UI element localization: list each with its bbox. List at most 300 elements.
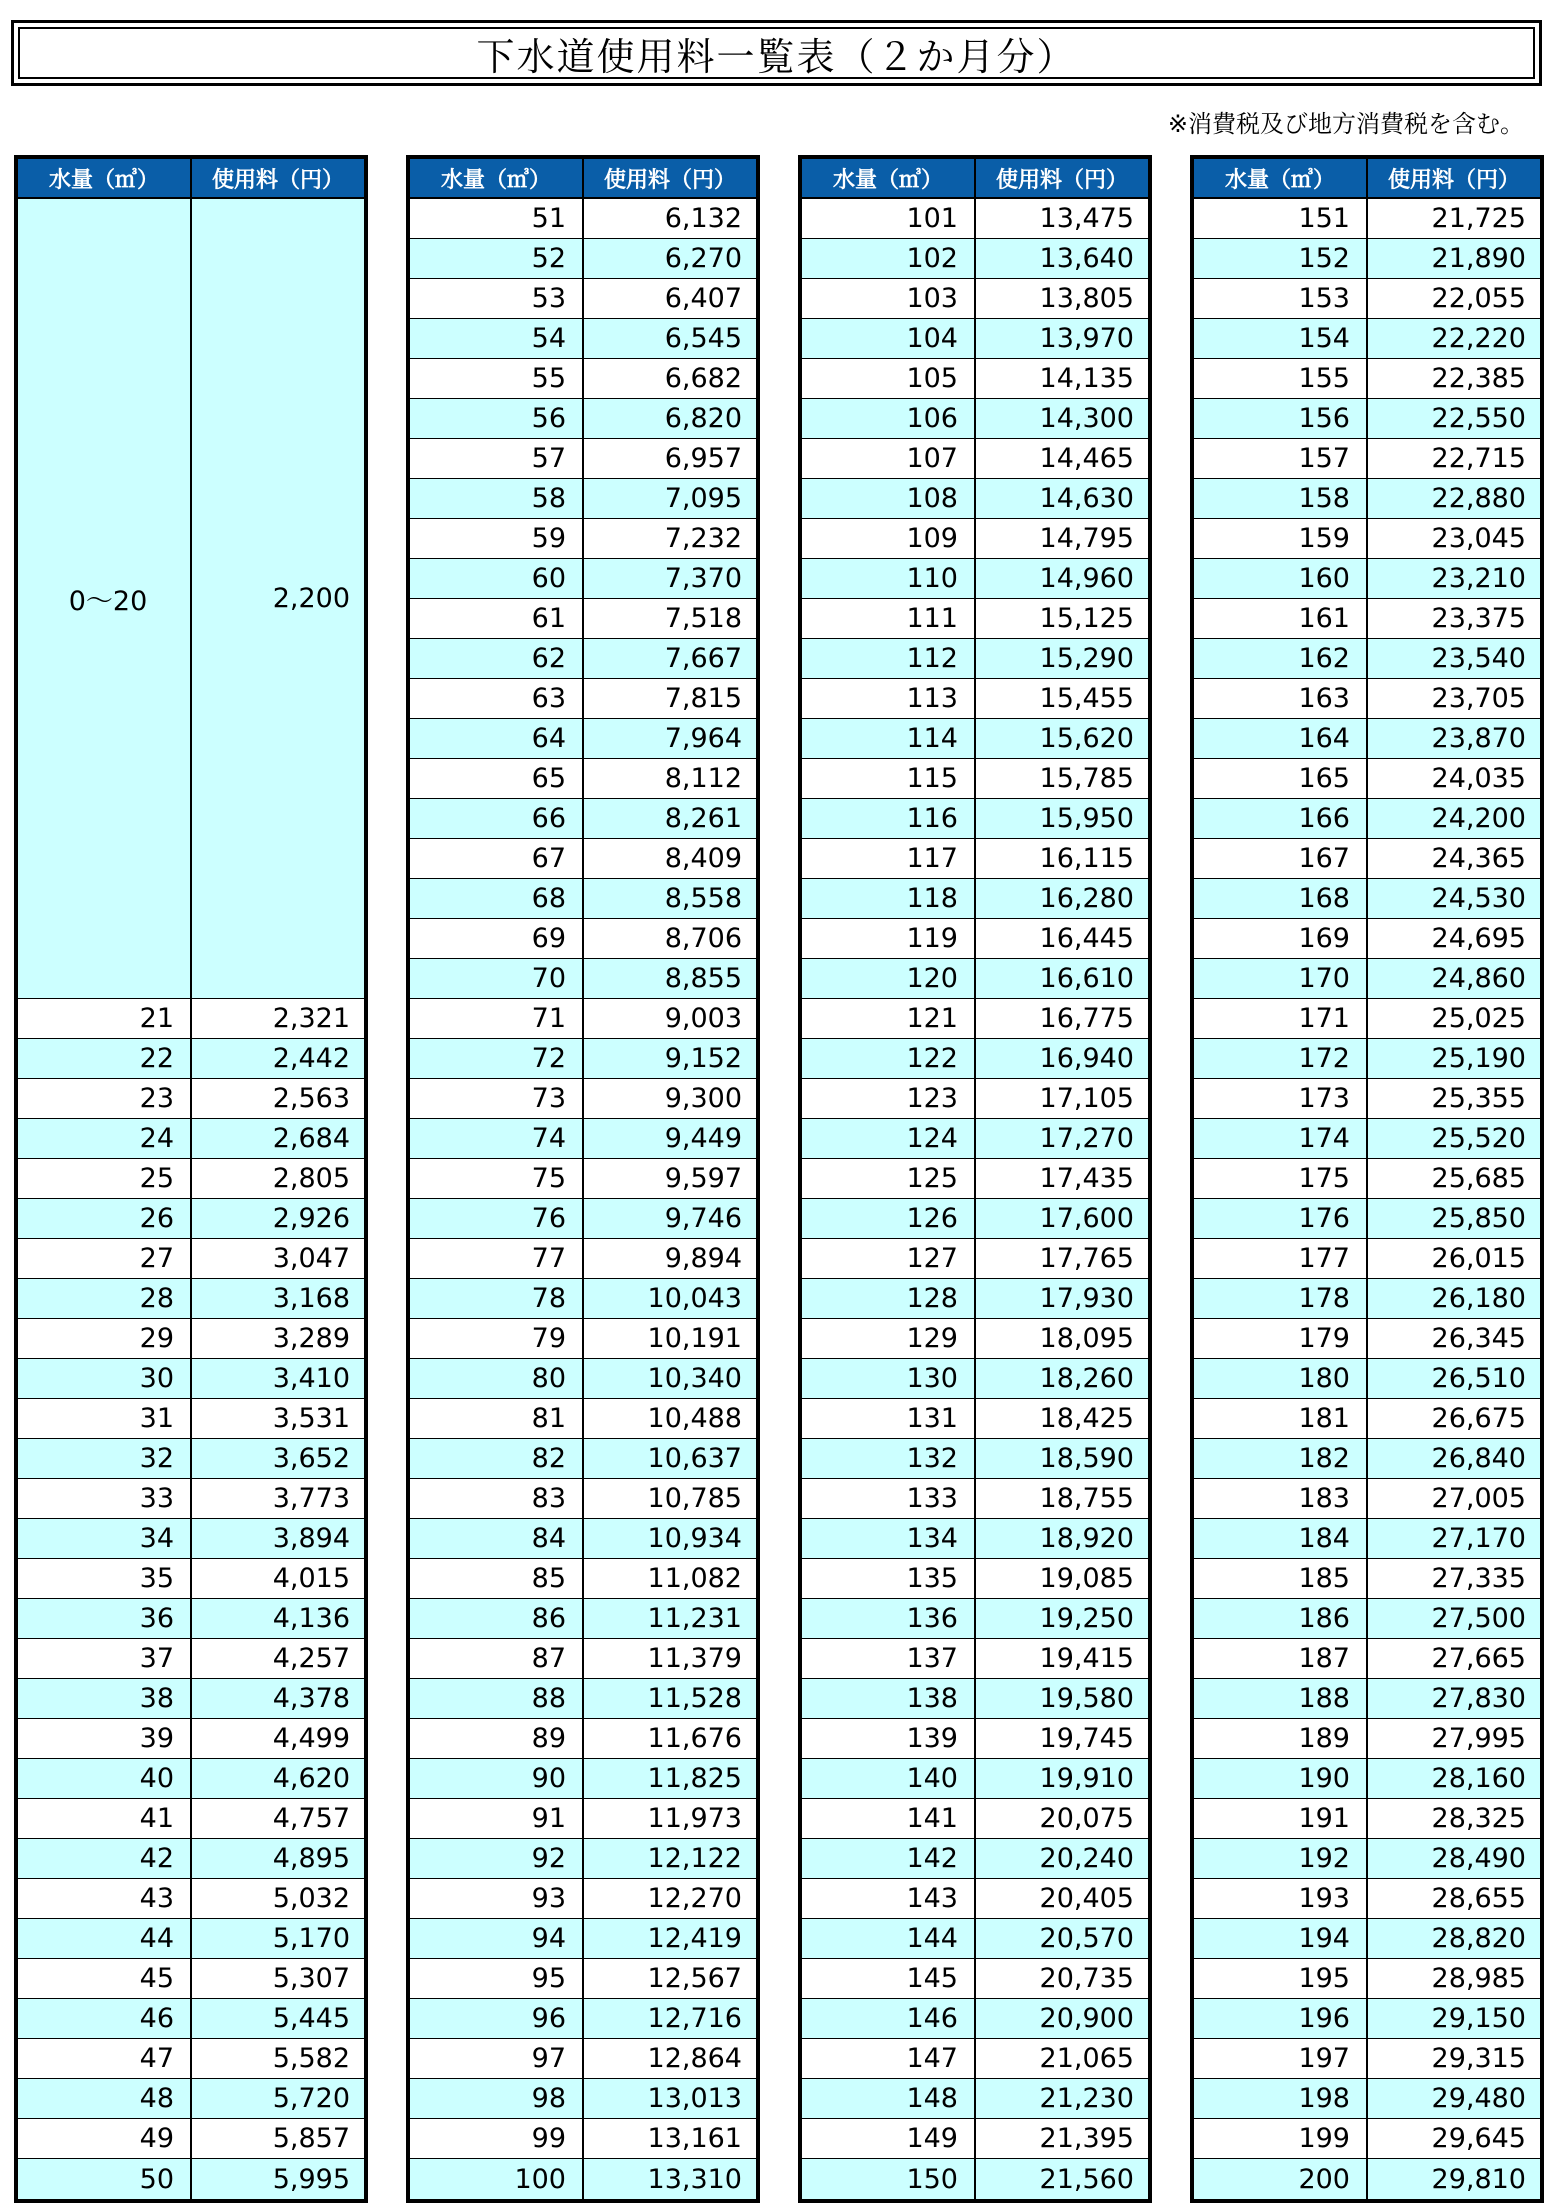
volume-cell: 114 [906,723,958,754]
volume-cell: 110 [906,563,958,594]
table-row [410,2119,756,2159]
fee-cell: 25,190 [1366,1039,1540,1078]
table-row [410,1199,756,1239]
fee-header: 使用料（円） [1366,159,1540,197]
table-row [410,2039,756,2079]
table-row [802,879,1148,919]
fee-cell: 14,630 [974,479,1148,518]
fee-cell: 3,773 [190,1479,364,1518]
volume-cell: 164 [1298,723,1350,754]
fee-cell: 8,706 [582,919,756,958]
volume-cell: 109 [906,523,958,554]
fee-cell: 8,558 [582,879,756,918]
table-row [18,1919,364,1959]
volume-cell: 71 [531,1003,566,1034]
fee-cell: 25,685 [1366,1159,1540,1198]
page-title: 下水道使用料一覧表（２か月分） [476,34,1077,79]
fee-cell: 24,365 [1366,839,1540,878]
fee-cell: 9,894 [582,1239,756,1278]
fee-cell: 13,161 [582,2119,756,2158]
volume-cell: 135 [906,1563,958,1594]
volume-cell: 102 [906,243,958,274]
volume-cell: 58 [531,483,566,514]
volume-cell: 31 [139,1403,174,1434]
fee-cell: 19,580 [974,1679,1148,1718]
table-row [18,1319,364,1359]
volume-cell: 81 [531,1403,566,1434]
fee-cell: 9,152 [582,1039,756,1078]
table-row [18,1119,364,1159]
table-row [1194,639,1540,679]
volume-cell: 193 [1298,1883,1350,1914]
base-fee-cell: 2,200 [190,199,364,998]
fee-cell: 13,640 [974,239,1148,278]
table-row [410,479,756,519]
table-row [410,879,756,919]
volume-cell: 35 [139,1563,174,1594]
volume-cell: 73 [531,1083,566,1114]
fee-cell: 29,315 [1366,2039,1540,2078]
table-row [802,319,1148,359]
fee-cell: 7,232 [582,519,756,558]
table-row [802,1559,1148,1599]
volume-cell: 86 [531,1603,566,1634]
fee-cell: 10,488 [582,1399,756,1438]
table-row [802,1919,1148,1959]
title-frame [18,27,1535,79]
volume-header: 水量（㎥） [1224,167,1335,193]
table-row [802,959,1148,999]
fee-cell: 5,307 [190,1959,364,1998]
fee-cell: 26,345 [1366,1319,1540,1358]
table-row [1194,1239,1540,1279]
volume-cell: 63 [531,683,566,714]
volume-cell: 189 [1298,1723,1350,1754]
table-row [802,679,1148,719]
table-row [410,399,756,439]
volume-cell: 50 [139,2163,174,2195]
fee-cell: 16,775 [974,999,1148,1038]
fee-cell: 7,964 [582,719,756,758]
table-row [410,319,756,359]
fee-cell: 22,715 [1366,439,1540,478]
fee-cell: 5,032 [190,1879,364,1918]
volume-cell: 53 [531,283,566,314]
table-row [410,1839,756,1879]
table-row [1194,359,1540,399]
table-row [18,1479,364,1519]
volume-cell: 69 [531,923,566,954]
table-row [1194,1479,1540,1519]
fee-cell: 20,240 [974,1839,1148,1878]
fee-cell: 18,425 [974,1399,1148,1438]
volume-cell: 124 [906,1123,958,1154]
table-body [18,199,364,2199]
volume-cell: 185 [1298,1563,1350,1594]
volume-cell: 126 [906,1203,958,1234]
table-row [1194,1279,1540,1319]
fee-cell: 27,995 [1366,1719,1540,1758]
table-row [1194,1439,1540,1479]
volume-cell: 46 [139,2003,174,2034]
fee-cell: 4,620 [190,1759,364,1798]
volume-cell: 140 [906,1763,958,1794]
volume-cell: 150 [906,2163,958,2195]
volume-cell: 95 [531,1963,566,1994]
volume-cell: 26 [139,1203,174,1234]
table-row [802,359,1148,399]
fee-cell: 17,600 [974,1199,1148,1238]
volume-cell: 196 [1298,2003,1350,2034]
volume-cell: 37 [139,1643,174,1674]
table-row [410,199,756,239]
fee-cell: 16,610 [974,959,1148,998]
table-row [1194,1879,1540,1919]
volume-cell: 87 [531,1643,566,1674]
fee-cell: 29,480 [1366,2079,1540,2118]
volume-cell: 177 [1298,1243,1350,1274]
volume-cell: 24 [139,1123,174,1154]
fee-cell: 27,830 [1366,1679,1540,1718]
table-row [410,1439,756,1479]
fee-cell: 16,445 [974,919,1148,958]
table-body [1194,199,1540,2199]
fee-cell: 11,082 [582,1559,756,1598]
table-row [18,2079,364,2119]
fee-cell: 20,735 [974,1959,1148,1998]
volume-cell: 143 [906,1883,958,1914]
table-row [18,1199,364,1239]
volume-cell: 106 [906,403,958,434]
volume-cell: 192 [1298,1843,1350,1874]
volume-cell: 148 [906,2083,958,2114]
table-row [1194,1079,1540,1119]
fee-cell: 29,150 [1366,1999,1540,2038]
fee-cell: 11,528 [582,1679,756,1718]
fee-cell: 25,355 [1366,1079,1540,1118]
fee-cell: 21,725 [1366,199,1540,238]
fee-cell: 3,168 [190,1279,364,1318]
fee-header: 使用料（円） [190,159,364,197]
table-row [1194,279,1540,319]
table-row [802,1839,1148,1879]
table-row [1194,719,1540,759]
table-row [802,719,1148,759]
table-row [1194,1199,1540,1239]
fee-cell: 8,855 [582,959,756,998]
table-row [410,1799,756,1839]
volume-cell: 134 [906,1523,958,1554]
volume-cell: 187 [1298,1643,1350,1674]
volume-cell: 64 [531,723,566,754]
volume-cell: 116 [906,803,958,834]
table-row [410,639,756,679]
volume-cell: 130 [906,1363,958,1394]
volume-cell: 67 [531,843,566,874]
fee-cell: 2,321 [190,999,364,1038]
volume-cell: 42 [139,1843,174,1874]
volume-cell: 199 [1298,2123,1350,2154]
volume-cell: 178 [1298,1283,1350,1314]
volume-cell: 61 [531,603,566,634]
volume-cell: 52 [531,243,566,274]
fee-cell: 4,378 [190,1679,364,1718]
table-row [1194,1399,1540,1439]
fee-cell: 21,560 [974,2159,1148,2199]
volume-cell: 27 [139,1243,174,1274]
table-row [1194,319,1540,359]
table-row [410,1239,756,1279]
volume-cell: 197 [1298,2043,1350,2074]
volume-cell: 123 [906,1083,958,1114]
volume-cell: 118 [906,883,958,914]
fee-cell: 29,645 [1366,2119,1540,2158]
fee-cell: 7,815 [582,679,756,718]
table-row [802,1079,1148,1119]
table-row [18,1279,364,1319]
fee-cell: 5,170 [190,1919,364,1958]
fee-cell: 19,415 [974,1639,1148,1678]
volume-cell: 29 [139,1323,174,1354]
fee-cell: 23,210 [1366,559,1540,598]
volume-cell: 173 [1298,1083,1350,1114]
volume-cell: 56 [531,403,566,434]
volume-cell: 183 [1298,1483,1350,1514]
fee-cell: 27,500 [1366,1599,1540,1638]
table-row [410,799,756,839]
volume-cell: 128 [906,1283,958,1314]
table-row [18,1519,364,1559]
fee-cell: 12,567 [582,1959,756,1998]
table-row [1194,1039,1540,1079]
fee-cell: 22,550 [1366,399,1540,438]
table-row [802,1279,1148,1319]
table-row [18,1759,364,1799]
fee-cell: 28,655 [1366,1879,1540,1918]
table-row [802,1039,1148,1079]
fee-cell: 14,300 [974,399,1148,438]
fee-cell: 13,013 [582,2079,756,2118]
fee-cell: 16,280 [974,879,1148,918]
fee-cell: 5,445 [190,1999,364,2038]
table-row [410,2079,756,2119]
table-row [410,679,756,719]
table-row [1194,1959,1540,1999]
fee-cell: 15,290 [974,639,1148,678]
volume-cell: 154 [1298,323,1350,354]
fee-cell: 17,930 [974,1279,1148,1318]
volume-cell: 105 [906,363,958,394]
fee-cell: 26,510 [1366,1359,1540,1398]
table-row [1194,2079,1540,2119]
title-box [11,20,1542,86]
volume-cell: 55 [531,363,566,394]
volume-cell: 120 [906,963,958,994]
table-row [410,2159,756,2199]
table-row [18,1359,364,1399]
volume-cell: 146 [906,2003,958,2034]
table-row [802,1399,1148,1439]
fee-cell: 5,582 [190,2039,364,2078]
table-row [802,1239,1148,1279]
volume-cell: 119 [906,923,958,954]
table-row [410,719,756,759]
fee-cell: 13,805 [974,279,1148,318]
fee-cell: 6,545 [582,319,756,358]
volume-cell: 72 [531,1043,566,1074]
volume-cell: 107 [906,443,958,474]
volume-cell: 145 [906,1963,958,1994]
table-row [802,1999,1148,2039]
fee-cell: 17,105 [974,1079,1148,1118]
fee-cell: 4,257 [190,1639,364,1678]
fee-cell: 4,136 [190,1599,364,1638]
volume-header: 水量（㎥） [48,167,159,193]
volume-cell: 121 [906,1003,958,1034]
volume-cell: 181 [1298,1403,1350,1434]
volume-cell: 138 [906,1683,958,1714]
volume-cell: 38 [139,1683,174,1714]
table-row [18,1959,364,1999]
table-row [410,1359,756,1399]
volume-cell: 149 [906,2123,958,2154]
fee-cell: 23,375 [1366,599,1540,638]
table-row [410,239,756,279]
volume-cell: 182 [1298,1443,1350,1474]
fee-cell: 25,850 [1366,1199,1540,1238]
fee-cell: 19,745 [974,1719,1148,1758]
volume-cell: 170 [1298,963,1350,994]
table-row [802,999,1148,1039]
volume-cell: 32 [139,1443,174,1474]
fee-cell: 26,675 [1366,1399,1540,1438]
table-row [410,1879,756,1919]
fee-cell: 15,785 [974,759,1148,798]
volume-cell: 75 [531,1163,566,1194]
fee-cell: 2,926 [190,1199,364,1238]
table-row [1194,1919,1540,1959]
fee-cell: 5,720 [190,2079,364,2118]
table-row [410,519,756,559]
fee-cell: 3,047 [190,1239,364,1278]
fee-cell: 22,055 [1366,279,1540,318]
fee-cell: 15,620 [974,719,1148,758]
volume-cell: 85 [531,1563,566,1594]
volume-cell: 115 [906,763,958,794]
table-row [1194,1719,1540,1759]
table-row [18,1239,364,1279]
table-row [410,1479,756,1519]
volume-cell: 104 [906,323,958,354]
volume-cell: 89 [531,1723,566,1754]
tax-note: ※消費税及び地方消費税を含む。 [1167,110,1524,138]
table-row [18,1879,364,1919]
table-row [410,1599,756,1639]
fee-cell: 8,112 [582,759,756,798]
table-row [18,1079,364,1119]
volume-cell: 96 [531,2003,566,2034]
fee-cell: 20,570 [974,1919,1148,1958]
volume-cell: 195 [1298,1963,1350,1994]
fee-cell: 22,220 [1366,319,1540,358]
volume-cell: 108 [906,483,958,514]
table-row [410,1919,756,1959]
volume-cell: 33 [139,1483,174,1514]
table-row [410,279,756,319]
volume-cell: 82 [531,1443,566,1474]
fee-cell: 17,270 [974,1119,1148,1158]
fee-cell: 24,200 [1366,799,1540,838]
table-row [802,919,1148,959]
volume-cell: 175 [1298,1163,1350,1194]
volume-cell: 36 [139,1603,174,1634]
fee-cell: 5,995 [190,2159,364,2199]
fee-cell: 12,270 [582,1879,756,1918]
volume-cell: 165 [1298,763,1350,794]
table-row [18,1159,364,1199]
table-row [802,1119,1148,1159]
table-row [410,1399,756,1439]
fee-cell: 7,370 [582,559,756,598]
volume-cell: 68 [531,883,566,914]
fee-cell: 28,985 [1366,1959,1540,1998]
volume-cell: 44 [139,1923,174,1954]
table-row [18,1679,364,1719]
fee-cell: 26,840 [1366,1439,1540,1478]
volume-cell: 41 [139,1803,174,1834]
table-row [1194,1679,1540,1719]
table-header [18,159,364,199]
table-row [802,399,1148,439]
table-row [410,599,756,639]
volume-cell: 34 [139,1523,174,1554]
table-row [802,2159,1148,2199]
volume-cell: 91 [531,1803,566,1834]
fee-cell: 6,407 [582,279,756,318]
fee-cell: 4,757 [190,1799,364,1838]
fee-cell: 16,115 [974,839,1148,878]
fee-cell: 2,563 [190,1079,364,1118]
fee-cell: 10,043 [582,1279,756,1318]
table-row [410,1519,756,1559]
volume-cell: 122 [906,1043,958,1074]
volume-cell: 59 [531,523,566,554]
fee-cell: 11,379 [582,1639,756,1678]
fee-cell: 18,260 [974,1359,1148,1398]
fee-cell: 29,810 [1366,2159,1540,2199]
table-header [1194,159,1540,199]
table-row [410,359,756,399]
table-row [1194,799,1540,839]
table-header [410,159,756,199]
fee-cell: 28,490 [1366,1839,1540,1878]
volume-cell: 162 [1298,643,1350,674]
table-row [18,2159,364,2199]
fee-cell: 15,455 [974,679,1148,718]
fee-cell: 18,755 [974,1479,1148,1518]
volume-cell: 49 [139,2123,174,2154]
table-row [410,1759,756,1799]
volume-cell: 66 [531,803,566,834]
volume-cell: 28 [139,1283,174,1314]
fee-cell: 22,880 [1366,479,1540,518]
table-row [802,1439,1148,1479]
volume-cell: 70 [531,963,566,994]
fee-cell: 2,805 [190,1159,364,1198]
volume-cell: 191 [1298,1803,1350,1834]
table-row [802,479,1148,519]
fee-cell: 24,530 [1366,879,1540,918]
